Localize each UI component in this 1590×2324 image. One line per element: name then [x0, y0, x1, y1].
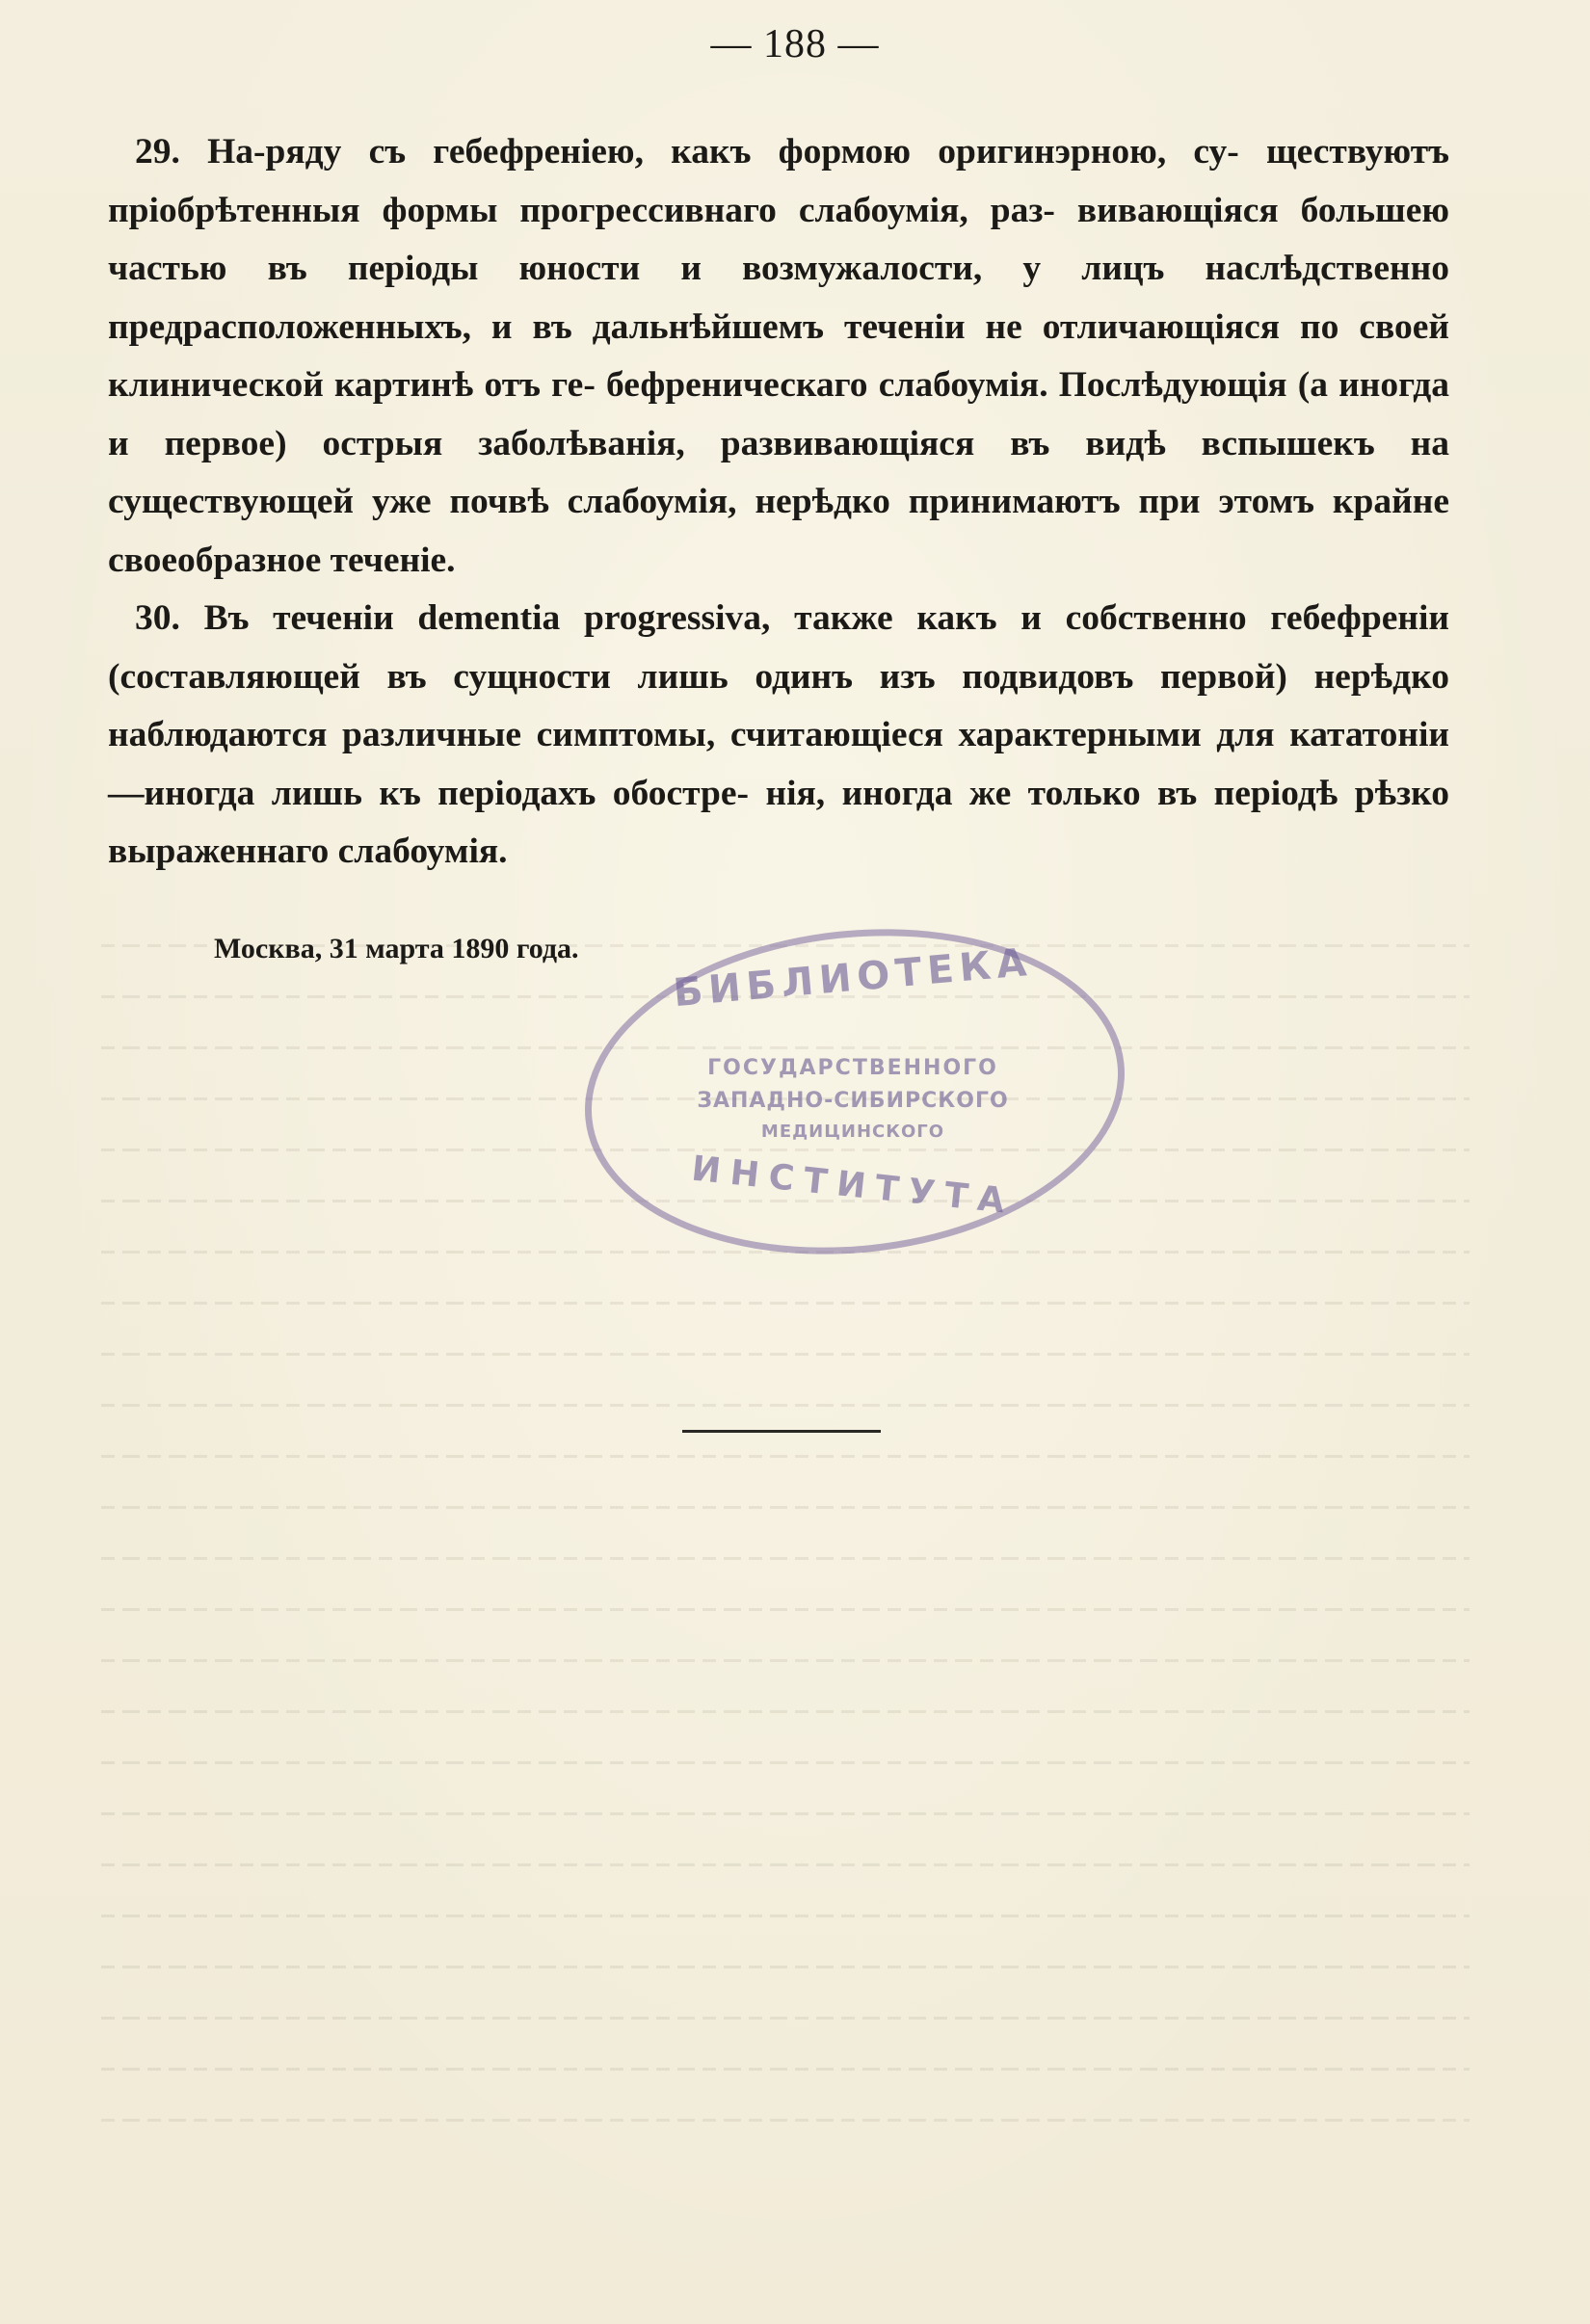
text-line: ществуютъ пріобрѣтенныя формы прогрессивнаго слабоумія, раз- [108, 132, 1450, 230]
text-line: бефреническаго слабоумія. Послѣдующія (а иногда и первое) острыя [108, 365, 1449, 463]
text-line: теченіи не отличающіяся по своей клинической картинѣ отъ ге- [108, 306, 1449, 405]
stamp-line: ГОСУДАРСТВЕННОГО [707, 1056, 998, 1080]
paragraph-30 [108, 590, 1449, 882]
library-stamp [576, 921, 1129, 1254]
stamp-line: БИБЛИОТЕКА [671, 939, 1034, 1017]
page-number: — 188 — [710, 22, 880, 66]
paragraph-29 [108, 123, 1449, 590]
text-line: уже почвѣ слабоумія, нерѣдко принимаютъ при этомъ крайне [371, 482, 1450, 521]
text-line: первой) нерѣдко наблюдаются различные симптомы, считающіеся [108, 656, 1450, 754]
text-line: нія, иногда же только въ періодѣ рѣзко выраженнаго слабоумія. [108, 773, 1450, 871]
text-line: гебефреніи (составляющей въ сущности лишь одинъ изъ подвидовъ [108, 598, 1450, 697]
text-line: 29. На-ряду съ гебефреніею, какъ формою оригинэрною, су- [135, 132, 1239, 172]
text-line: у лицъ наслѣдственно предрасположенныхъ, и въ дальнѣйшемъ [108, 249, 1449, 347]
stamp-line: ЗАПАДНО-СИБИРСКОГО [697, 1089, 1009, 1113]
stamp-line: ИНСТИТУТА [689, 1149, 1017, 1223]
stamp-line: МЕДИЦИНСКОГО [760, 1122, 945, 1142]
text-line: заболѣванія, развивающіяся въ видѣ вспышекъ на существующей [108, 423, 1450, 521]
bleed-through-texture [101, 944, 1470, 2216]
text-line: характерными для кататоніи—иногда лишь къ періодахъ обостре- [108, 715, 1449, 813]
text-line: 30. Въ теченіи dementia progressiva, также какъ и собственно [135, 598, 1247, 638]
text-line: своеобразное теченіе. [108, 540, 456, 580]
body-text [108, 123, 1449, 882]
end-rule [682, 1430, 881, 1433]
stamp-ring [569, 904, 1141, 1281]
signoff-place-date: Москва, 31 марта 1890 года. [214, 933, 579, 964]
text-line: вивающіяся большею частью въ періоды юности и возмужалости, [108, 190, 1450, 288]
